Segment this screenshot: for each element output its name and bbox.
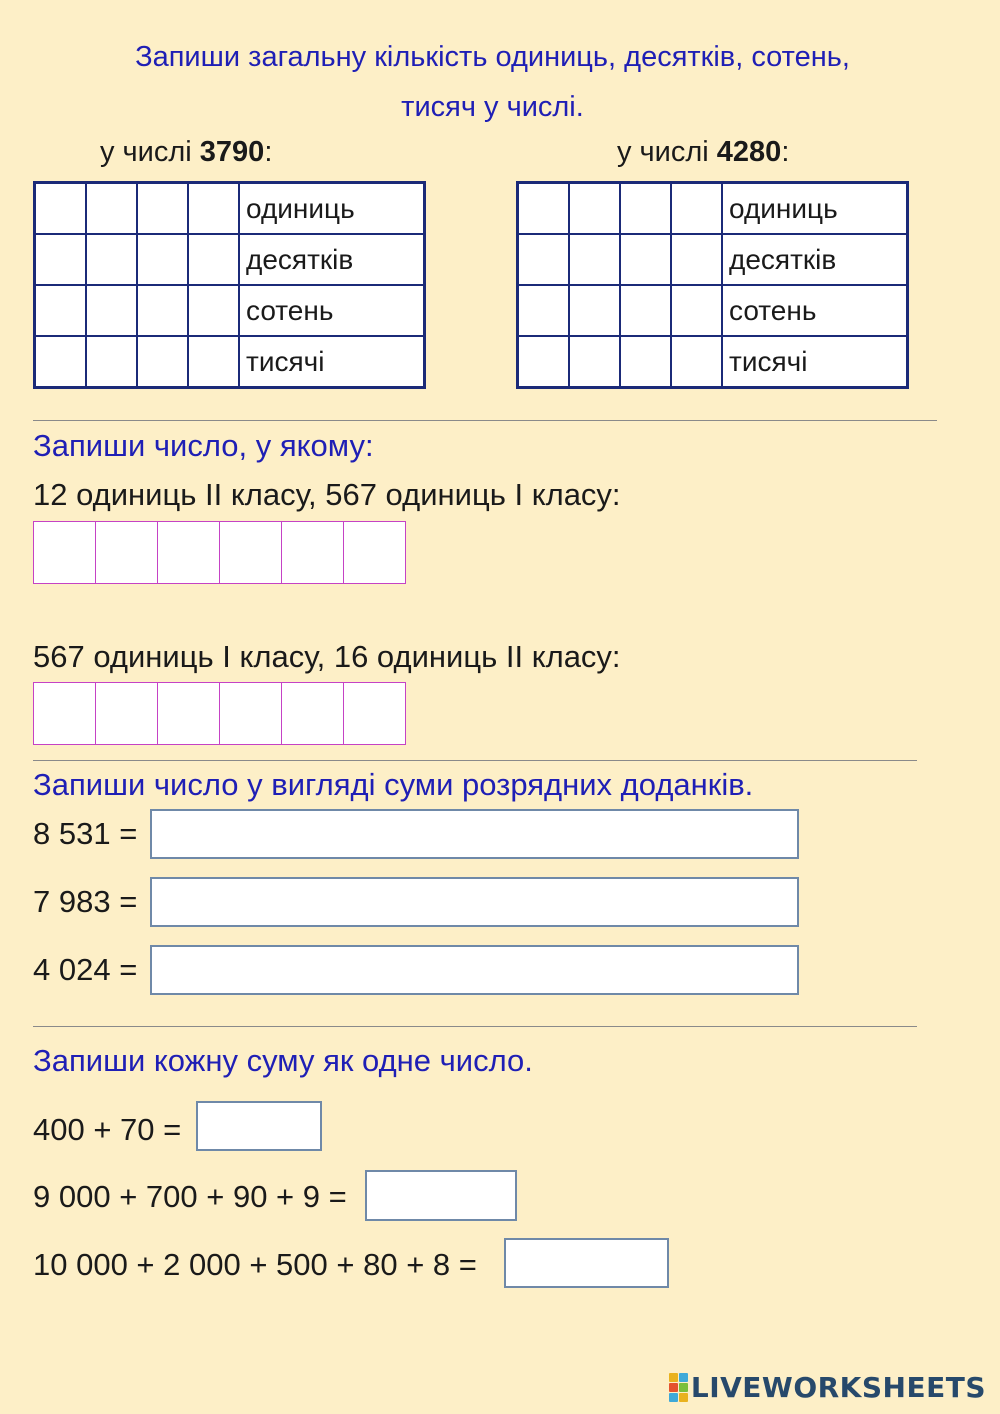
digit-box[interactable] bbox=[343, 682, 406, 745]
digit-box[interactable] bbox=[157, 521, 220, 584]
digit-box[interactable] bbox=[95, 521, 158, 584]
divider bbox=[33, 760, 917, 761]
table-row bbox=[518, 234, 908, 285]
digit-box[interactable] bbox=[33, 521, 96, 584]
section3-heading: Запиши число у вигляді суми розрядних доданків. bbox=[33, 767, 754, 802]
section2-heading: Запиши число, у якому: bbox=[33, 428, 374, 463]
answer-cell[interactable] bbox=[671, 183, 722, 235]
answer-cell[interactable] bbox=[86, 285, 137, 336]
answer-cell[interactable] bbox=[35, 336, 87, 388]
sum-label-2: 9 000 + 700 + 90 + 9 = bbox=[33, 1179, 347, 1214]
left-caption-prefix: у числі bbox=[100, 136, 200, 168]
digit-box[interactable] bbox=[219, 682, 282, 745]
answer-cell[interactable] bbox=[518, 336, 570, 388]
expanded-form-input-1[interactable] bbox=[150, 809, 799, 859]
answer-cell[interactable] bbox=[188, 234, 239, 285]
answer-cell[interactable] bbox=[518, 285, 570, 336]
table-row bbox=[518, 336, 908, 388]
digit-boxes-2 bbox=[33, 682, 406, 745]
title-line-1: Запиши загальну кількість одиниць, десятків, сотень, bbox=[135, 41, 850, 73]
logo-text: LIVEWORKSHEETS bbox=[690, 1371, 986, 1404]
task-number-2-text: 567 одиниць І класу, 16 одиниць ІІ класу: bbox=[33, 639, 621, 674]
row-label-tens: десятків bbox=[722, 234, 908, 285]
digit-box[interactable] bbox=[33, 682, 96, 745]
digit-box[interactable] bbox=[219, 521, 282, 584]
answer-cell[interactable] bbox=[35, 183, 87, 235]
row-label-tens: десятків bbox=[239, 234, 425, 285]
answer-cell[interactable] bbox=[671, 285, 722, 336]
sum-label-1: 400 + 70 = bbox=[33, 1112, 182, 1147]
answer-cell[interactable] bbox=[569, 285, 620, 336]
digit-boxes-1 bbox=[33, 521, 406, 584]
answer-cell[interactable] bbox=[188, 336, 239, 388]
answer-cell[interactable] bbox=[620, 183, 671, 235]
answer-cell[interactable] bbox=[137, 285, 188, 336]
answer-cell[interactable] bbox=[671, 336, 722, 388]
page-title bbox=[0, 32, 985, 132]
table-row bbox=[35, 183, 425, 235]
answer-cell[interactable] bbox=[671, 234, 722, 285]
answer-cell[interactable] bbox=[188, 285, 239, 336]
expanded-form-label-2: 7 983 = bbox=[33, 884, 138, 919]
table-row bbox=[35, 285, 425, 336]
table-row bbox=[35, 234, 425, 285]
divider bbox=[33, 1026, 917, 1027]
sum-label-3: 10 000 + 2 000 + 500 + 80 + 8 = bbox=[33, 1247, 477, 1282]
answer-cell[interactable] bbox=[188, 183, 239, 235]
digit-box[interactable] bbox=[281, 521, 344, 584]
answer-cell[interactable] bbox=[137, 183, 188, 235]
answer-cell[interactable] bbox=[86, 234, 137, 285]
left-caption-suffix: : bbox=[264, 136, 273, 168]
row-label-units: одиниць bbox=[239, 183, 425, 235]
expanded-form-input-3[interactable] bbox=[150, 945, 799, 995]
liveworksheets-blocks-icon bbox=[669, 1373, 688, 1402]
digit-box[interactable] bbox=[157, 682, 220, 745]
left-count-table bbox=[33, 181, 426, 389]
expanded-form-label-3: 4 024 = bbox=[33, 952, 138, 987]
sum-input-3[interactable] bbox=[504, 1238, 669, 1288]
answer-cell[interactable] bbox=[569, 234, 620, 285]
right-caption-suffix: : bbox=[781, 136, 790, 168]
row-label-hundreds: сотень bbox=[722, 285, 908, 336]
divider bbox=[33, 420, 937, 421]
answer-cell[interactable] bbox=[137, 234, 188, 285]
sum-input-2[interactable] bbox=[365, 1170, 517, 1221]
row-label-hundreds: сотень bbox=[239, 285, 425, 336]
answer-cell[interactable] bbox=[86, 336, 137, 388]
answer-cell[interactable] bbox=[518, 234, 570, 285]
right-number: 4280 bbox=[716, 136, 782, 168]
row-label-units: одиниць bbox=[722, 183, 908, 235]
digit-box[interactable] bbox=[95, 682, 158, 745]
title-line-2: тисяч у числі. bbox=[401, 91, 584, 123]
task-number-1-text: 12 одиниць ІІ класу, 567 одиниць І класу: bbox=[33, 477, 621, 512]
right-caption-prefix: у числі bbox=[617, 136, 717, 168]
digit-box[interactable] bbox=[281, 682, 344, 745]
answer-cell[interactable] bbox=[620, 234, 671, 285]
right-number-caption bbox=[617, 136, 789, 169]
left-number-caption bbox=[100, 136, 272, 169]
answer-cell[interactable] bbox=[35, 234, 87, 285]
answer-cell[interactable] bbox=[518, 183, 570, 235]
table-row bbox=[518, 183, 908, 235]
answer-cell[interactable] bbox=[137, 336, 188, 388]
answer-cell[interactable] bbox=[620, 285, 671, 336]
answer-cell[interactable] bbox=[569, 336, 620, 388]
right-count-table bbox=[516, 181, 909, 389]
left-number: 3790 bbox=[199, 136, 265, 168]
answer-cell[interactable] bbox=[35, 285, 87, 336]
table-row bbox=[518, 285, 908, 336]
expanded-form-input-2[interactable] bbox=[150, 877, 799, 927]
liveworksheets-logo bbox=[669, 1371, 986, 1404]
answer-cell[interactable] bbox=[86, 183, 137, 235]
row-label-thousands: тисячі bbox=[239, 336, 425, 388]
table-row bbox=[35, 336, 425, 388]
expanded-form-label-1: 8 531 = bbox=[33, 816, 138, 851]
digit-box[interactable] bbox=[343, 521, 406, 584]
answer-cell[interactable] bbox=[569, 183, 620, 235]
sum-input-1[interactable] bbox=[196, 1101, 322, 1151]
section4-heading: Запиши кожну суму як одне число. bbox=[33, 1043, 533, 1078]
answer-cell[interactable] bbox=[620, 336, 671, 388]
row-label-thousands: тисячі bbox=[722, 336, 908, 388]
